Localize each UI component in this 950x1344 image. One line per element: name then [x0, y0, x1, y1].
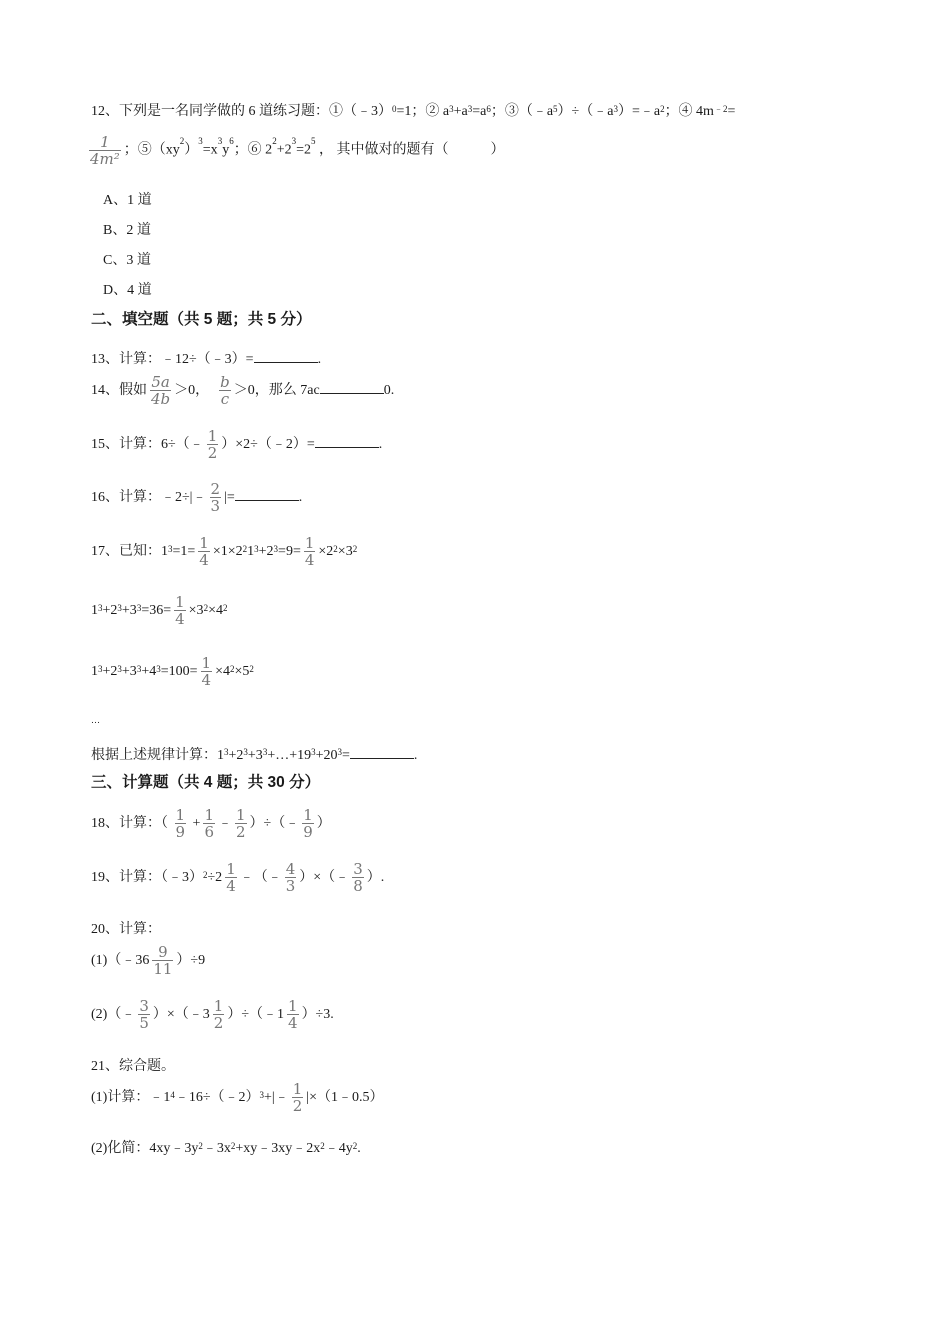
q21-part2: (2)化简：$4xy﹣3y^2﹣3x^2+xy﹣3xy﹣2x^2﹣4y^2$.	[91, 1141, 361, 1156]
q17-ellipsis: …	[91, 715, 100, 725]
q20-part1: (1)（﹣36 $\frac{9}{11}$ ）÷9	[91, 943, 206, 979]
q20-part2: (2)（﹣ $\frac{3}{5}$ ）×（﹣3 $\frac{1}{2}$ ）÷（﹣1 $\frac{1}{4}$ ）÷3.	[91, 997, 334, 1033]
q20-title: 20、计算：	[91, 922, 161, 937]
q12-line2: $\frac{1}{\text{4m²}}$ ；$⑤(xy^2)^3=x^3y^6$；⑥ $2^2+2^3=2^5$ ， 其中做对的题有（ ）	[90, 133, 505, 168]
option-b: B、2 道	[103, 223, 151, 238]
option-c: C、3 道	[103, 253, 151, 268]
q16: 16、计算：﹣2÷|﹣ $\frac{2}{3}$ |= .	[91, 480, 303, 516]
q12-line1: 12、下列是一名同学做的 6 道练习题：①（﹣3）$^0$=1；② $a^3+a^3=a^6$；$③(﹣a^5)\div(﹣a^3)=﹣a^2$；④ $4m^{﹣2}=$	[91, 104, 736, 119]
q12-fraction: $\frac{1}{\text{4m²}}$	[90, 133, 120, 168]
answer-blank[interactable]	[350, 745, 414, 759]
answer-blank[interactable]	[320, 380, 384, 394]
option-d: D、4 道	[103, 283, 152, 298]
q17-line3: $1^3+2^3+3^3+4^3=100=$ $\frac{1}{4}$ $\times 4^2\times 5^2$	[91, 654, 254, 690]
q13: 13、计算：﹣12÷（﹣3）= .	[91, 349, 910, 370]
section-2-heading: 二、填空题（共 5 题；共 5 分）	[91, 311, 312, 328]
answer-blank[interactable]	[254, 349, 318, 363]
q21-title: 21、综合题。	[91, 1059, 175, 1074]
q21-part1: (1)计算：$﹣1^4﹣16\div(﹣2)^3+|﹣$ $\frac{1}{2}$ |×（1﹣0.5）	[91, 1080, 384, 1116]
q18: 18、计算：（ $\frac{1}{9}$ + $\frac{1}{6}$ ﹣ $\frac{1}{2}$ ）÷（﹣ $\frac{1}{9}$ ）	[91, 806, 331, 842]
option-a: A、1 道	[103, 193, 152, 208]
q17-line4: 根据上述规律计算：$1^3+2^3+3^3+\dots+19^3+20^3=$ .	[91, 747, 418, 763]
q14: 14、假如 $\frac{5a}{4b}$ ＞0， $\frac{b}{c}$ ＞0，那么 7ac 0.	[91, 373, 395, 409]
q17-line1: 17、已知：$1^3=1=$ $\frac{1}{4}$ $\times 1\times 2^21^3+2^3=9=$ $\frac{1}{4}$ $\times 2^2\times 3^2$	[91, 534, 358, 570]
answer-blank[interactable]	[235, 487, 299, 501]
q17-line2: $1^3+2^3+3^3=36=$ $\frac{1}{4}$ $\times 3^2\times 4^2$	[91, 593, 228, 629]
section-3-heading: 三、计算题（共 4 题；共 30 分）	[91, 774, 321, 791]
q19: 19、计算：（﹣3）$^2$÷2 $\frac{1}{4}$ ﹣（﹣ $\frac{4}{3}$ ）×（﹣ $\frac{3}{8}$ ）.	[91, 860, 385, 896]
answer-blank[interactable]	[315, 434, 379, 448]
q15: 15、计算：6÷（﹣ $\frac{1}{2}$ ）×2÷（﹣2）= .	[91, 427, 383, 463]
